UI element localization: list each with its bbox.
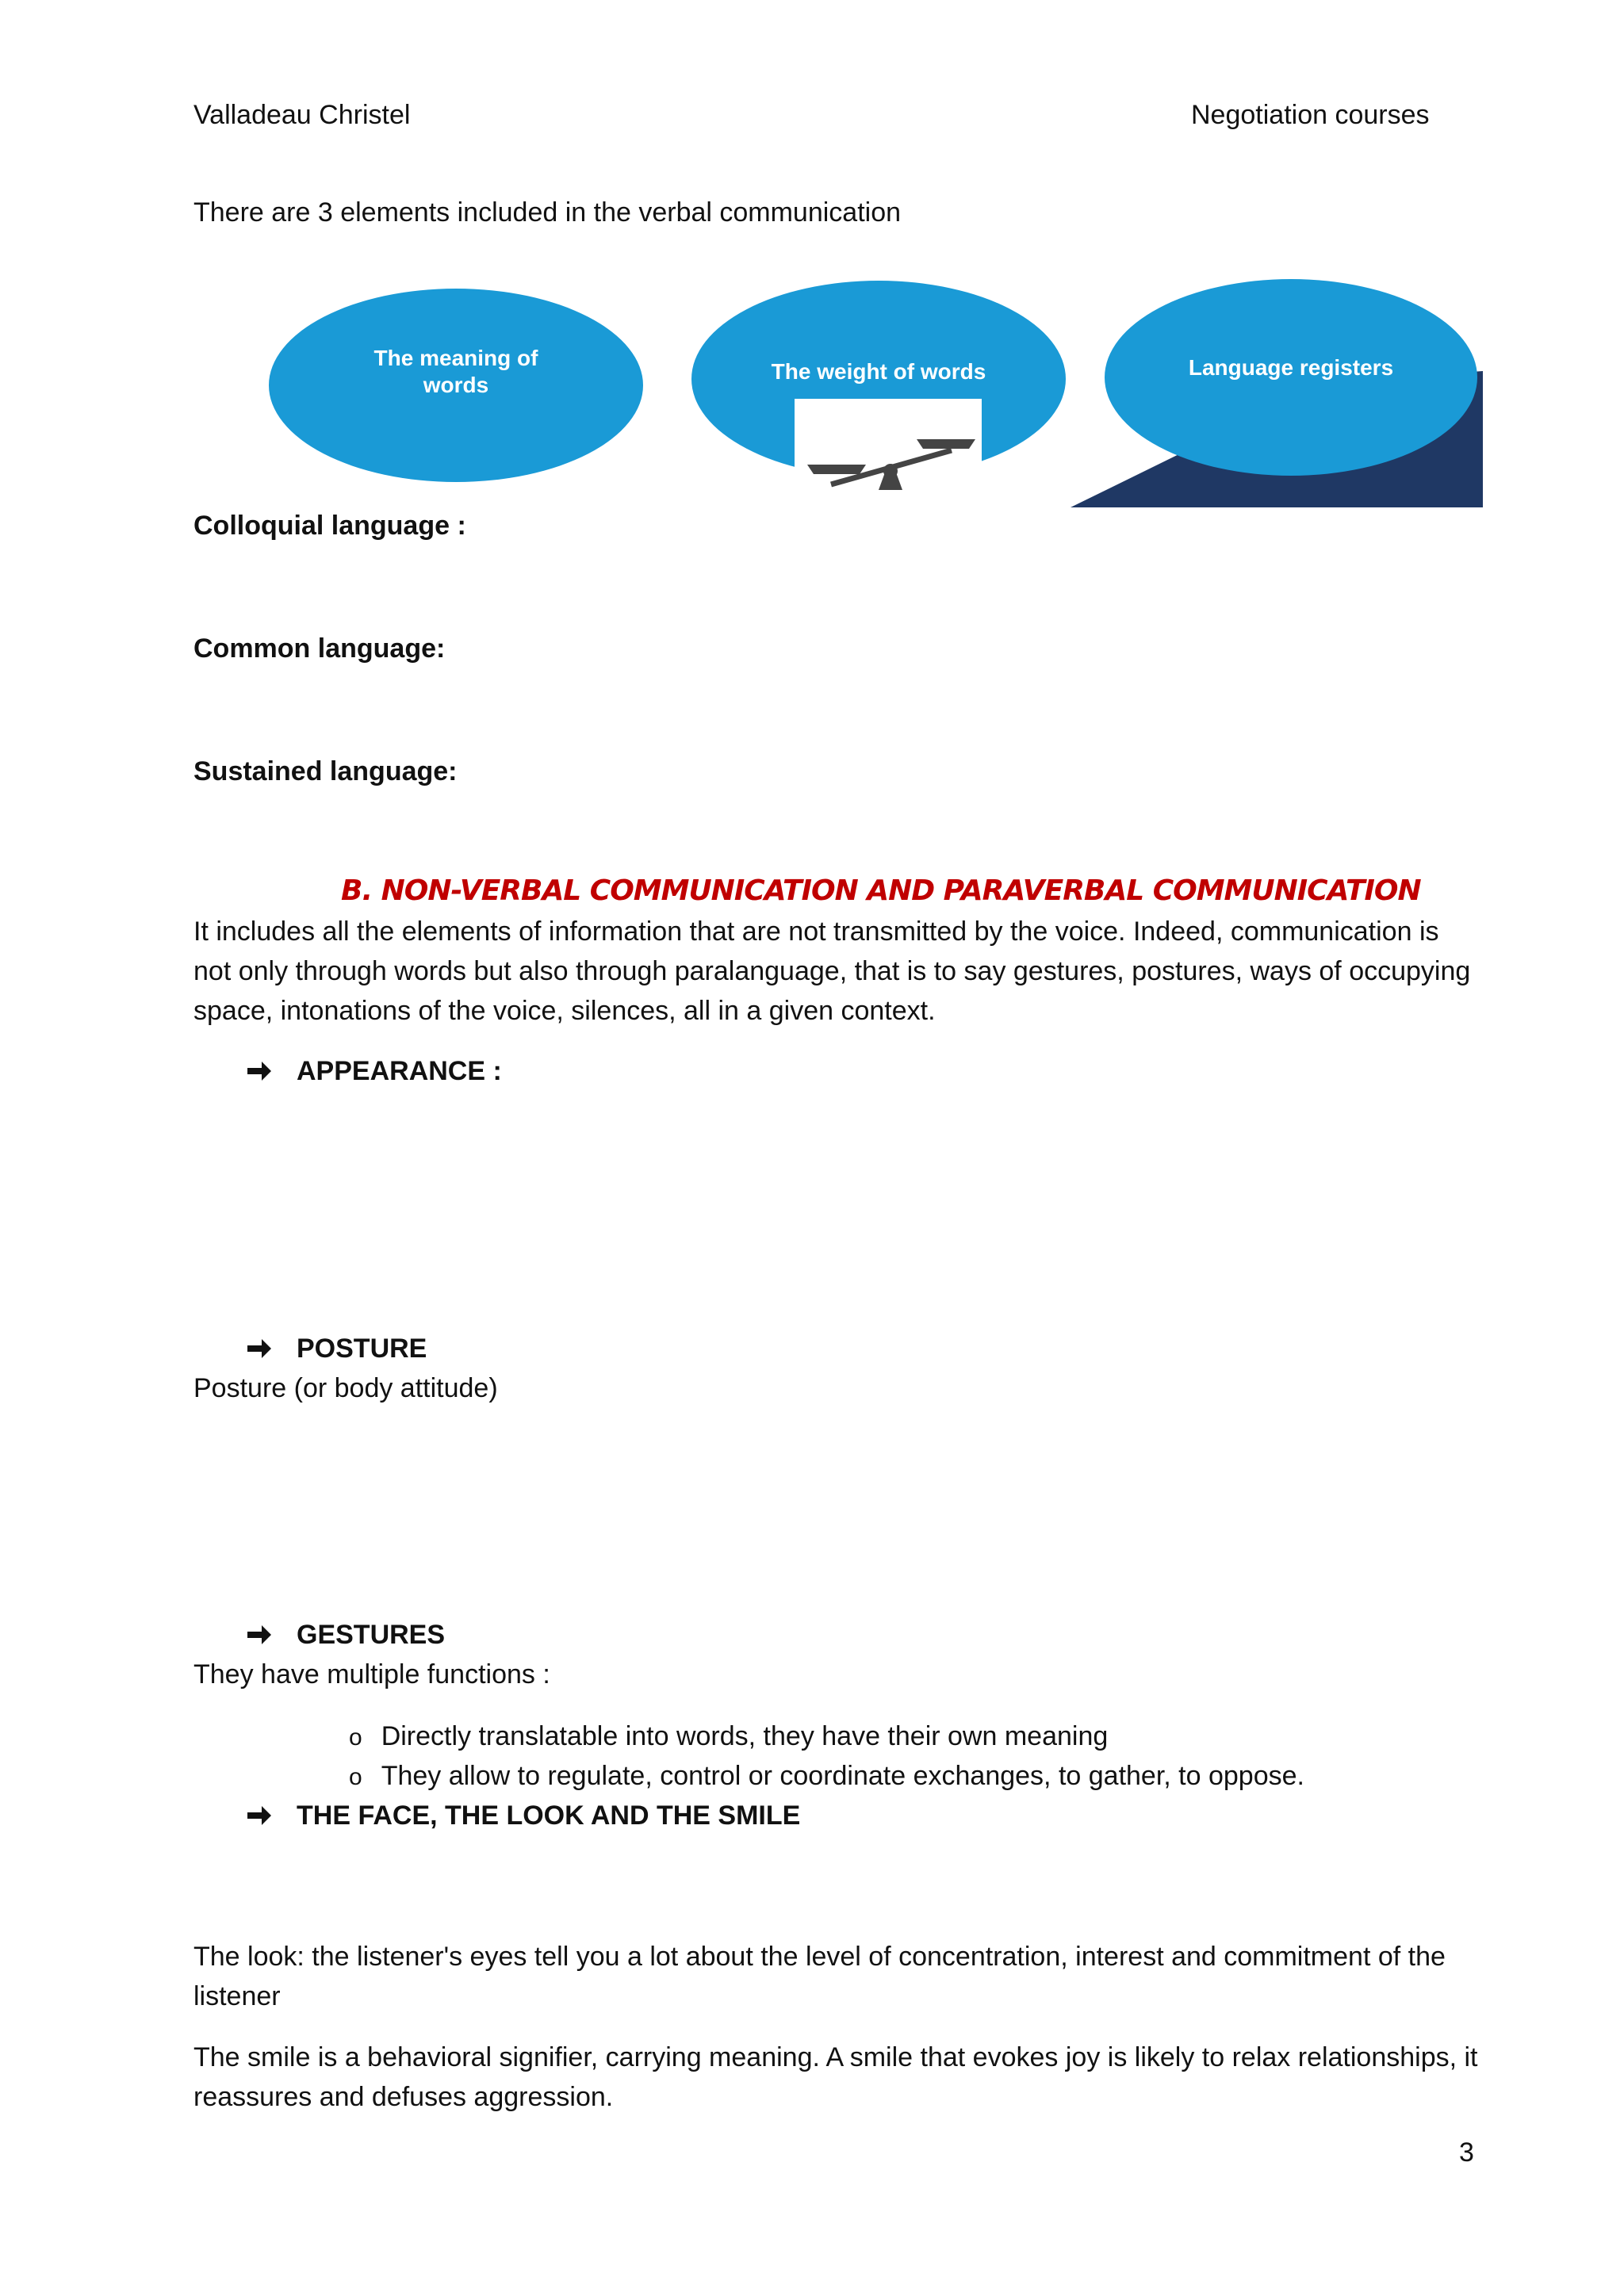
header-author: Valladeau Christel [193,100,411,130]
arrow-right-icon [246,1059,273,1083]
arrow-right-icon [246,1623,273,1647]
circle-bullet-icon: o [349,1724,362,1751]
circle-bullet-icon: o [349,1764,362,1790]
gestures-item-1 [349,1716,1108,1758]
sustained-language-label: Sustained language: [193,756,458,786]
face-label: THE FACE, THE LOOK AND THE SMILE [297,1800,801,1831]
posture-heading [246,1329,427,1368]
arrow-right-icon [246,1804,273,1827]
gestures-item-2 [349,1756,1304,1797]
look-paragraph: The look: the listener's eyes tell you a lot about the level of concentration, interest and commitment of the listener [193,1942,1446,2011]
gestures-text: They have multiple functions : [193,1659,550,1689]
verbal-communication-diagram [262,252,1483,507]
smile-paragraph: The smile is a behavioral signifier, carrying meaning. A smile that evokes joy is likely to relax relationships, it reassures and defuses aggression. [193,2042,1478,2112]
ellipse-2-line-1: The weight of words [771,359,986,384]
header-course: Negotiation courses [1191,100,1430,130]
ellipse-1-line-2: words [423,373,489,397]
section-b-title: B. NON-VERBAL COMMUNICATION AND PARAVERBAL COMMUNICATION [341,874,1421,907]
section-b-intro: It includes all the elements of information that are not transmitted by the voice. Indeed, communication is not only through words but also through paralanguage, that is to say gestures, postures, ways of occupying space, intonations of the voice, silences, all in a given context. [193,916,1471,1026]
ellipse-1-line-1: The meaning of [373,346,538,370]
gestures-label: GESTURES [297,1620,446,1650]
appearance-label: APPEARANCE : [297,1056,502,1086]
page-number: 3 [1459,2137,1474,2168]
gestures-heading [246,1615,445,1655]
posture-text: Posture (or body attitude) [193,1373,498,1403]
gestures-item-2-text: They allow to regulate, control or coordinate exchanges, to gather, to oppose. [381,1761,1304,1791]
face-heading [246,1796,800,1835]
colloquial-language-label: Colloquial language : [193,511,466,541]
gestures-item-1-text: Directly translatable into words, they have their own meaning [381,1721,1109,1751]
common-language-label: Common language: [193,633,446,664]
scale-box [795,399,982,507]
intro-text: There are 3 elements included in the verbal communication [193,197,902,228]
ellipse-3-line-1: Language registers [1188,355,1394,380]
appearance-heading [246,1051,502,1091]
posture-label: POSTURE [297,1334,427,1364]
arrow-right-icon [246,1337,273,1360]
